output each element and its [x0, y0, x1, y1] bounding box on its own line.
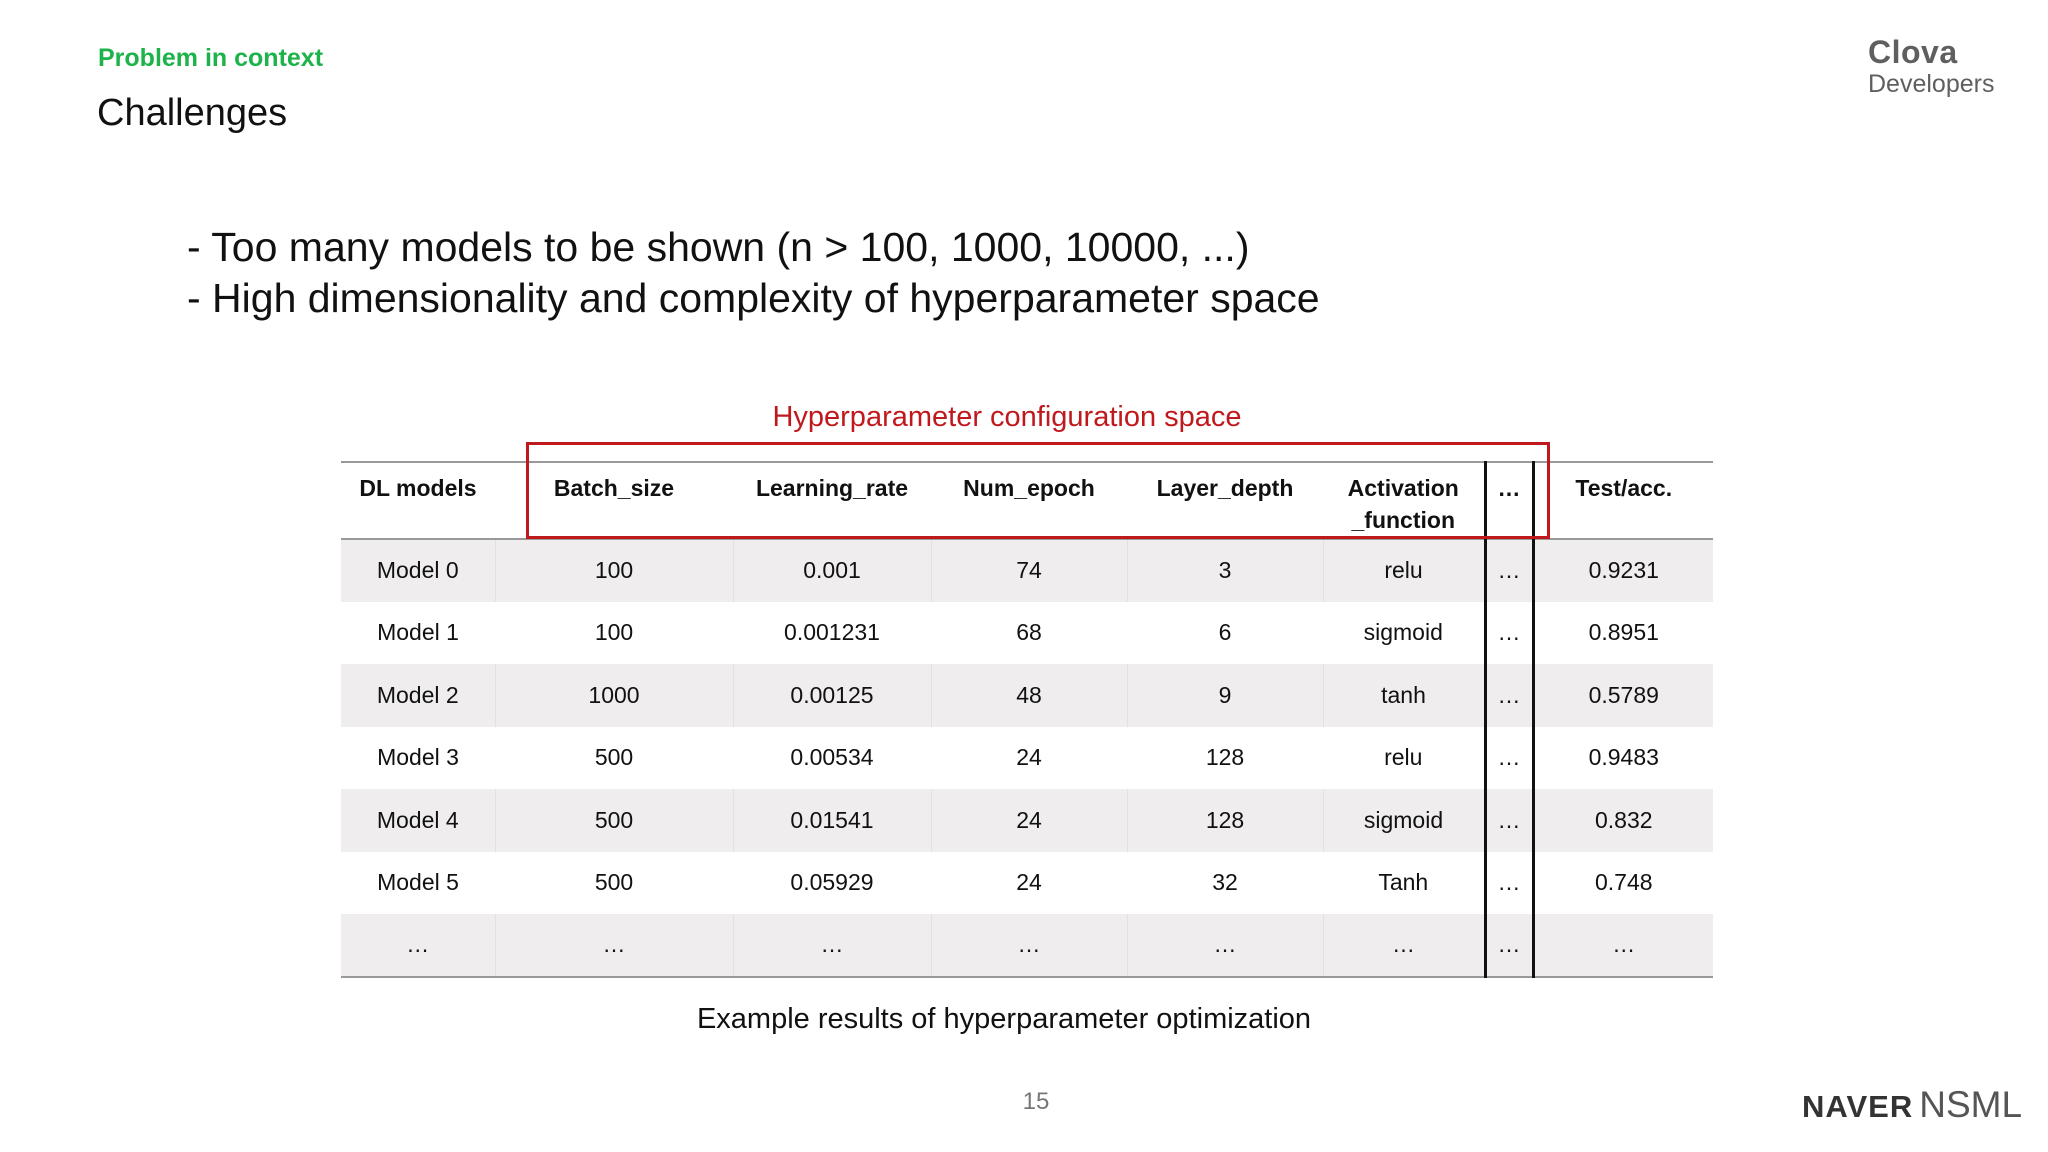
table-cell: 0.9231 — [1533, 539, 1713, 602]
table-cell: 0.8951 — [1588, 619, 1659, 646]
table-cell: 24 — [1016, 744, 1042, 771]
table-cell: tanh — [1323, 664, 1485, 727]
table-cell: 500 — [594, 869, 634, 896]
table-cell: … — [495, 914, 733, 977]
table-cell: 74 — [931, 539, 1127, 602]
table-cell: 0.05929 — [790, 869, 874, 896]
table-cell: 0.748 — [1594, 869, 1653, 896]
table-cell: 48 — [931, 664, 1127, 727]
logo-line-developers: Developers — [1868, 70, 1995, 98]
page-number: 15 — [1022, 1088, 1050, 1115]
table-cell: 0.9483 — [1588, 744, 1659, 771]
logo-naver: NAVER — [1802, 1089, 1914, 1124]
table-cell: … — [1485, 852, 1533, 915]
table-row — [341, 539, 1713, 602]
table-cell: … — [1323, 914, 1485, 977]
table-cell: 24 — [1016, 869, 1042, 896]
table-cell: 9 — [1127, 664, 1323, 727]
table-cell: Model 4 — [341, 789, 495, 852]
table-cell: sigmoid — [1323, 789, 1485, 852]
header-cell: Layer_depth — [1127, 462, 1323, 539]
hyperparameter-space-label: Hyperparameter configuration space — [772, 401, 1242, 433]
table-cell: relu — [1323, 539, 1485, 602]
table-cell: … — [1485, 914, 1533, 977]
header-cell: … — [1485, 462, 1533, 539]
table-cell: Model 2 — [341, 664, 495, 727]
table-cell: 500 — [495, 789, 733, 852]
table-cell: 24 — [931, 789, 1127, 852]
table-cell: Tanh — [1378, 869, 1429, 896]
table-cell: 32 — [1212, 869, 1238, 896]
table-header-row — [341, 462, 1713, 539]
table-cell: 6 — [1218, 619, 1232, 646]
header-cell: Activation _function — [1323, 462, 1485, 539]
bullet-item: - Too many models to be shown (n > 100, 1000, 10000, ...) — [187, 224, 1250, 270]
table-cell: 0.00534 — [790, 744, 874, 771]
table-cell: 68 — [1016, 619, 1042, 646]
table-cell: Model 1 — [377, 619, 459, 646]
results-table-container — [341, 461, 1713, 978]
table-cell: sigmoid — [1363, 619, 1443, 646]
table-cell: 1000 — [495, 664, 733, 727]
table-cell: 0.01541 — [733, 789, 931, 852]
slide-title: Challenges — [97, 92, 288, 134]
table-row — [341, 852, 1713, 915]
table-cell: 100 — [495, 539, 733, 602]
table-cell: … — [931, 914, 1127, 977]
table-caption: Example results of hyperparameter optimization — [696, 1003, 1312, 1035]
table-row — [341, 727, 1713, 790]
header-cell: Batch_size — [495, 462, 733, 539]
clova-developers-logo — [1868, 36, 1994, 97]
table-cell: 128 — [1205, 744, 1245, 771]
table-cell: 100 — [594, 619, 634, 646]
logo-line-clova: Clova — [1868, 34, 1958, 70]
section-label: Problem in context — [98, 44, 324, 72]
table-cell: 0.832 — [1533, 789, 1713, 852]
table-cell: … — [1485, 664, 1533, 727]
bullet-item: - High dimensionality and complexity of hyperparameter space — [187, 275, 1320, 321]
table-cell: … — [341, 914, 495, 977]
table-cell: Model 0 — [341, 539, 495, 602]
header-cell: Learning_rate — [733, 462, 931, 539]
table-row — [341, 602, 1713, 665]
results-table — [341, 461, 1713, 978]
table-cell: … — [733, 914, 931, 977]
table-cell: … — [1485, 602, 1533, 665]
logo-nsml: NSML — [1919, 1084, 2023, 1125]
table-cell: Model 5 — [377, 869, 459, 896]
table-cell: … — [1485, 789, 1533, 852]
header-cell: DL models — [341, 462, 495, 539]
table-cell: 500 — [594, 744, 634, 771]
header-cell: Num_epoch — [931, 462, 1127, 539]
table-cell: 0.001231 — [784, 619, 880, 646]
table-row — [341, 914, 1713, 977]
bullet-list — [187, 222, 1320, 324]
header-cell: Test/acc. — [1533, 462, 1713, 539]
table-cell: … — [1533, 914, 1713, 977]
table-cell: Model 3 — [377, 744, 459, 771]
table-cell: 128 — [1127, 789, 1323, 852]
table-row — [341, 789, 1713, 852]
table-row — [341, 664, 1713, 727]
table-cell: … — [1485, 727, 1533, 790]
table-cell: 0.00125 — [733, 664, 931, 727]
table-cell: … — [1485, 539, 1533, 602]
table-cell: 0.5789 — [1533, 664, 1713, 727]
table-cell: 3 — [1127, 539, 1323, 602]
table-cell: … — [1127, 914, 1323, 977]
table-cell: 0.001 — [733, 539, 931, 602]
naver-nsml-logo — [1802, 1084, 2022, 1126]
table-cell: relu — [1384, 744, 1423, 771]
